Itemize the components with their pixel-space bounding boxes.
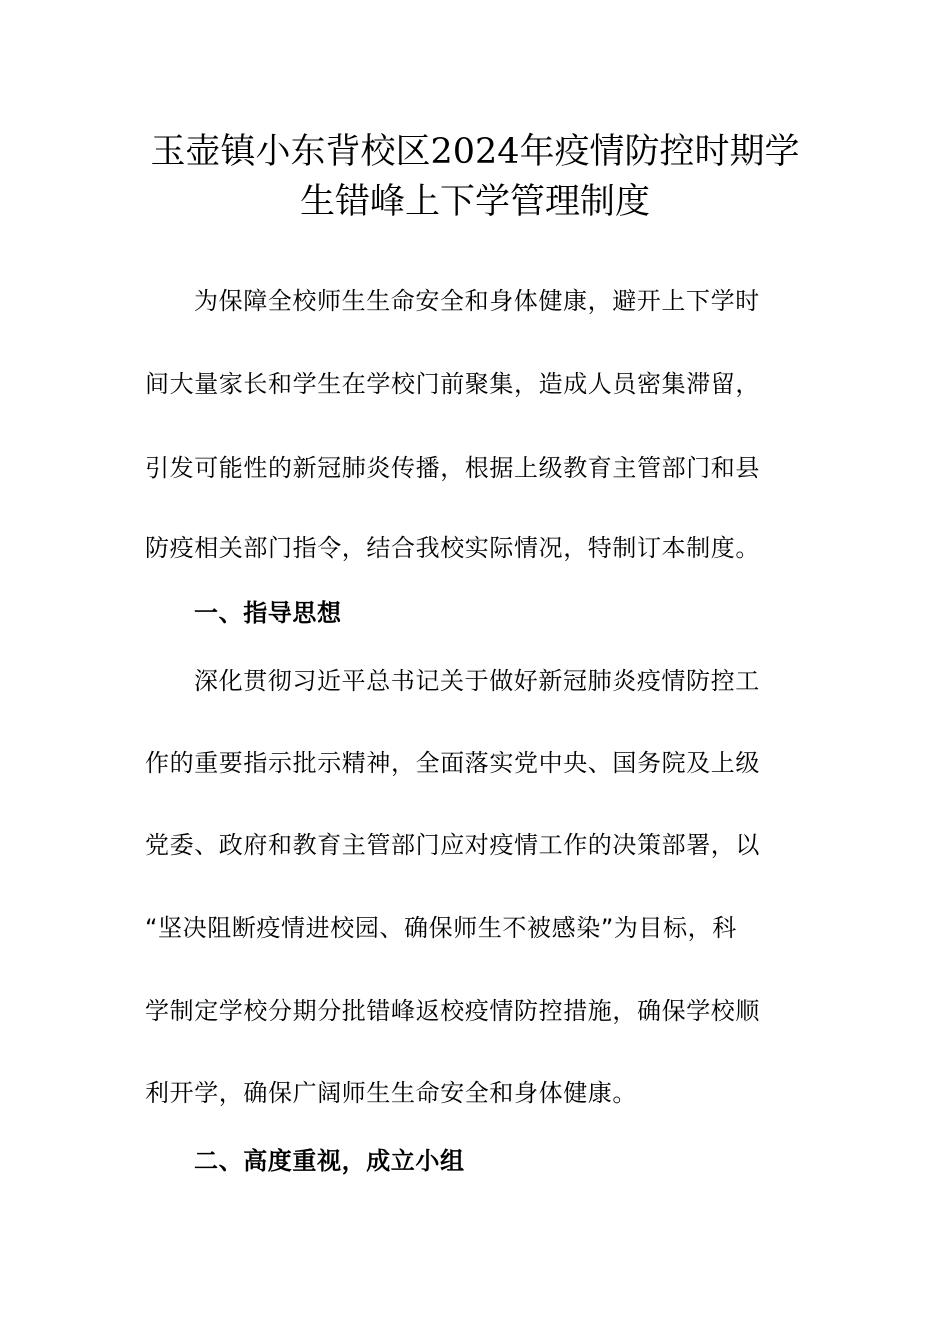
section-1-heading: 一、指导思想	[194, 599, 342, 627]
intro-paragraph-line: 为保障全校师生生命安全和身体健康，避开上下学时	[194, 287, 760, 315]
section-1-paragraph-line: 利开学，确保广阔师生生命安全和身体健康。	[145, 1079, 637, 1107]
section-1-paragraph-line: “坚决阻断疫情进校园、确保师生不被感染”为目标，科	[145, 914, 737, 942]
intro-paragraph-line: 引发可能性的新冠肺炎传播，根据上级教育主管部门和县	[145, 454, 760, 482]
intro-paragraph-line: 间大量家长和学生在学校门前聚集，造成人员密集滞留，	[145, 370, 760, 398]
section-2-heading: 二、高度重视，成立小组	[194, 1147, 465, 1175]
intro-paragraph-line: 防疫相关部门指令，结合我校实际情况，特制订本制度。	[145, 534, 760, 562]
document-title-line-2: 生错峰上下学管理制度	[299, 182, 650, 222]
section-1-paragraph-line: 作的重要指示批示精神，全面落实党中央、国务院及上级	[145, 749, 760, 777]
section-1-paragraph-line: 党委、政府和教育主管部门应对疫情工作的决策部署，以	[145, 831, 760, 859]
section-1-paragraph-line: 学制定学校分期分批错峰返校疫情防控措施，确保学校顺	[145, 997, 760, 1025]
section-1-paragraph-line: 深化贯彻习近平总书记关于做好新冠肺炎疫情防控工	[194, 667, 760, 695]
document-title-line-1: 玉壶镇小东背校区2024年疫情防控时期学	[150, 132, 800, 172]
